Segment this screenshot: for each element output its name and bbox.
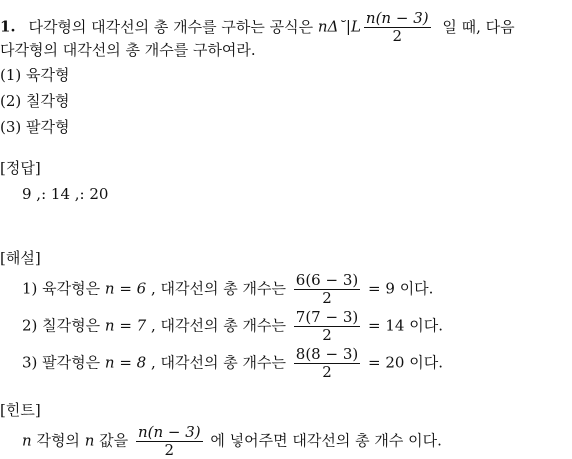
formula-prefix: nΔ˘|L bbox=[317, 17, 361, 36]
problem-intro: 다각형의 대각선의 총 개수를 구하는 공식은 bbox=[28, 17, 314, 36]
solution-row-denominator: 2 bbox=[322, 289, 332, 307]
problem-item-2: (2) 칠각형 bbox=[0, 92, 70, 110]
hint-n-2: n bbox=[84, 431, 95, 450]
problem-item-1: (1) 육각형 bbox=[0, 66, 70, 84]
solution-row-result: = 14 bbox=[368, 316, 405, 335]
solution-row-2 bbox=[22, 309, 443, 344]
hint-text-2: 값을 bbox=[99, 431, 129, 450]
solution-row-numerator: 8(8 − 3) bbox=[295, 345, 359, 363]
solution-row-tail: 이다. bbox=[399, 279, 434, 298]
solution-row-mid: , 대각선의 총 개수는 bbox=[151, 353, 286, 372]
solution-row-result: = 9 bbox=[368, 279, 395, 298]
solution-row-n: n = 7 bbox=[104, 316, 147, 335]
solution-row-mid: , 대각선의 총 개수는 bbox=[151, 316, 286, 335]
problem-line-2: 다각형의 대각선의 총 개수를 구하여라. bbox=[0, 41, 256, 59]
solution-row-lead: 2) 칠각형은 bbox=[22, 316, 101, 335]
solution-header: [해설] bbox=[0, 249, 41, 267]
solution-row-lead: 3) 팔각형은 bbox=[22, 353, 101, 372]
solution-row-fraction bbox=[294, 272, 360, 307]
hint-fraction bbox=[136, 424, 203, 459]
hint-text bbox=[22, 424, 442, 459]
solution-row-mid: , 대각선의 총 개수는 bbox=[151, 279, 286, 298]
answer-text: 9 ,: 14 ,: 20 bbox=[22, 185, 109, 203]
formula-numerator: n(n − 3) bbox=[365, 9, 429, 27]
formula-fraction bbox=[364, 10, 431, 45]
formula-denominator: 2 bbox=[392, 27, 403, 45]
solution-row-denominator: 2 bbox=[322, 363, 332, 381]
problem-number: 1. bbox=[0, 17, 16, 36]
hint-text-1: 각형의 bbox=[36, 431, 80, 450]
solution-row-fraction bbox=[294, 346, 360, 381]
solution-row-1 bbox=[22, 272, 433, 307]
solution-row-lead: 1) 육각형은 bbox=[22, 279, 101, 298]
problem-item-3: (3) 팔각형 bbox=[0, 118, 70, 136]
hint-n-1: n bbox=[22, 431, 32, 450]
hint-text-3: 에 넣어주면 대각선의 총 개수 이다. bbox=[210, 431, 442, 450]
solution-row-result: = 20 bbox=[368, 353, 405, 372]
answer-header: [정답] bbox=[0, 159, 41, 177]
solution-row-numerator: 7(7 − 3) bbox=[295, 308, 359, 326]
solution-row-numerator: 6(6 − 3) bbox=[295, 271, 359, 289]
solution-row-3 bbox=[22, 346, 443, 381]
solution-row-tail: 이다. bbox=[409, 353, 443, 372]
solution-row-n: n = 6 bbox=[104, 279, 147, 298]
hint-header: [힌트] bbox=[0, 401, 41, 419]
solution-row-fraction bbox=[294, 309, 360, 344]
problem-intro-after: 일 때, 다음 bbox=[442, 17, 515, 36]
hint-denominator: 2 bbox=[164, 441, 175, 459]
hint-numerator: n(n − 3) bbox=[137, 423, 201, 441]
solution-row-denominator: 2 bbox=[322, 326, 332, 344]
solution-row-tail: 이다. bbox=[409, 316, 443, 335]
solution-row-n: n = 8 bbox=[104, 353, 147, 372]
